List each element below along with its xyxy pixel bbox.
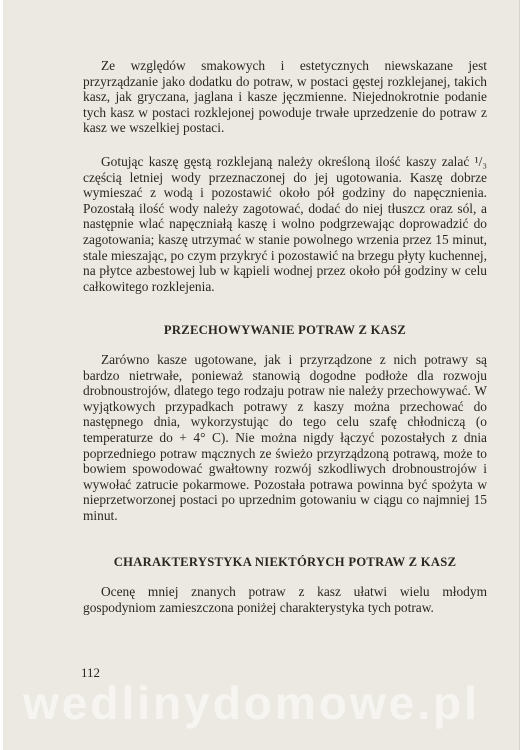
watermark: wedlinydomowe.pl bbox=[23, 677, 480, 729]
book-page bbox=[3, 0, 525, 750]
paragraph-storage: Zarówno kasze ugotowane, jak i przyrządzone z nich potrawy są bardzo nietrwałe, ponieważ stanowią dogodne podłoże dla rozwoju drobnoustrojów, dlatego tego rodzaju potraw nie należy przechowywać. W wyjątkowych przypadkach potrawy z kaszy można przechować do następnego dnia, wykorzystując do tego celu szafę chłodniczą (o temperaturze do + 4° C). Nie można nigdy łączyć pozostałych z dnia poprzedniego potraw mącznych ze świeżo przyrządzoną potrawą, może to bowiem spowodować gwałtowny rozwój szkodliwych drobnoustrojów i wywołać zatrucie pokarmowe. Pozostała potrawa powinna być spożyta w nieprzetworzonej postaci po uprzednim gotowaniu w ciągu co najmniej 15 minut. bbox=[83, 352, 487, 523]
paragraph-cooking-method: Gotując kaszę gęstą rozklejaną należy określoną ilość kaszy zalać ¹/₃ częścią letniej wody przeznaczonej do jej ugotowania. Kaszę dobrze wymieszać z wodą i pozostawić około pół godziny do napęcznienia. Pozostałą ilość wody należy zagotować, dodać do niej tłuszcz oraz sól, a następnie wlać napęczniałą kaszę i wolno podgrzewając doprowadzić do zagotowania; kaszę utrzymać w stanie powolnego wrzenia przez 15 minut, stale mieszając, po czym przykryć i pozostawić na brzegu płyty kuchennej, na płytce azbestowej lub w kąpieli wodnej przez około pół godziny w celu całkowitego rozklejenia. bbox=[83, 154, 487, 294]
paragraph-characteristics-intro: Ocenę mniej znanych potraw z kasz ułatwi wielu młodym gospodyniom zamieszczona poniżej charakterystyka tych potraw. bbox=[83, 584, 487, 615]
section-heading-characteristics: CHARAKTERYSTYKA NIEKTÓRYCH POTRAW Z KASZ bbox=[113, 555, 457, 569]
page-number: 112 bbox=[81, 665, 101, 680]
section-heading-storage: PRZECHOWYWANIE POTRAW Z KASZ bbox=[163, 323, 407, 337]
paragraph-intro: Ze względów smakowych i estetycznych niewskazane jest przyrządzanie jako dodatku do potraw, w postaci gęstej rozklejanej, takich kasz, jak gryczana, jaglana i kasze jęczmienne. Niejednokrotnie podanie tych kasz w postaci rozklejonej powoduje trwałe uprzedzenie do potraw z kasz we wszelkiej postaci. bbox=[83, 58, 487, 136]
page-edge bbox=[519, 0, 525, 750]
